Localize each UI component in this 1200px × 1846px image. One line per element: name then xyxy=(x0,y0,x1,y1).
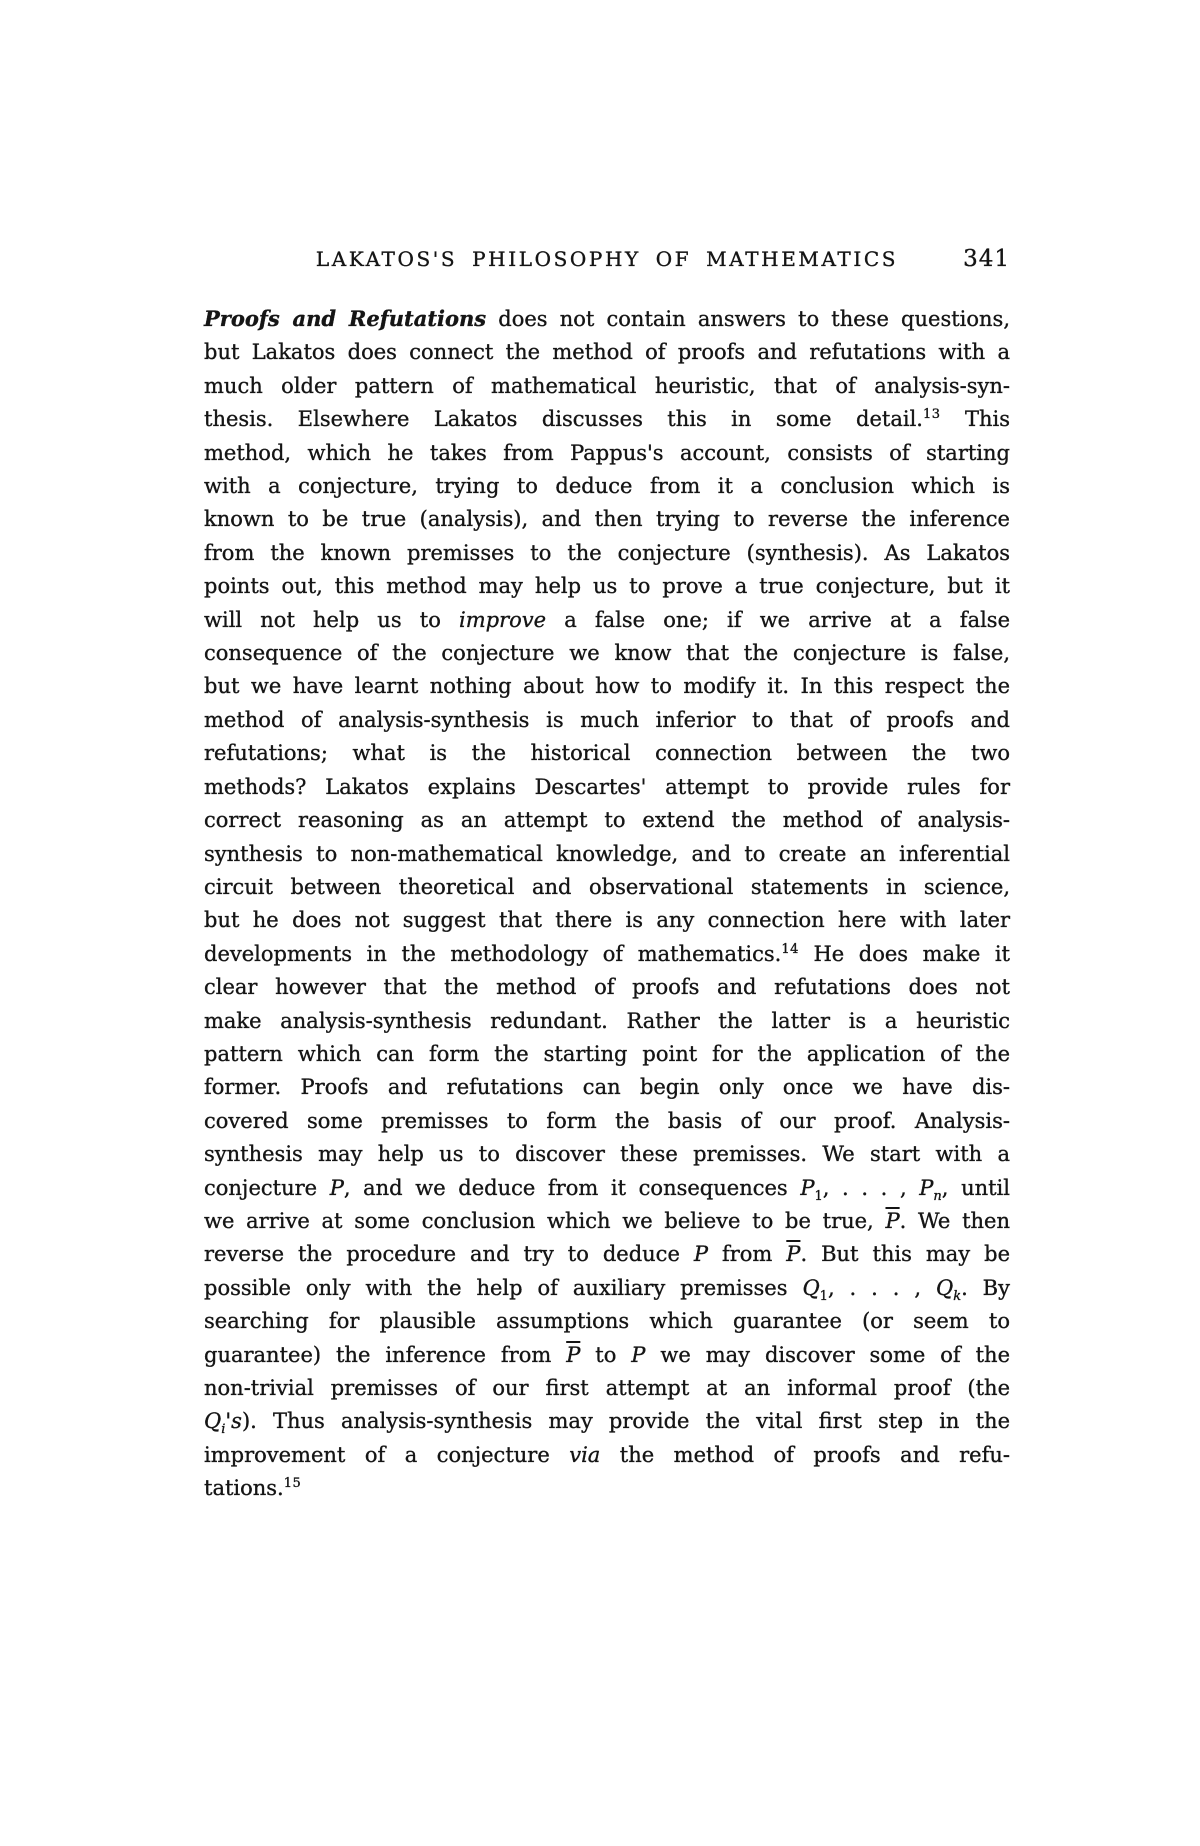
text-segment: synthesis to non-mathematical knowledge, and to create an inferential xyxy=(204,841,1010,866)
text-segment: a false one; if we arrive at a false xyxy=(546,607,1011,632)
text-line xyxy=(204,1472,1010,1505)
text-segment: conjecture xyxy=(204,1175,330,1200)
text-segment: reverse the procedure and try to deduce xyxy=(204,1242,694,1267)
text-line xyxy=(204,804,1010,837)
text-segment: 's xyxy=(225,1409,242,1434)
text-line xyxy=(204,1439,1010,1472)
page-number: 341 xyxy=(963,246,1010,272)
text-line xyxy=(204,437,1010,470)
text-segment: This xyxy=(940,407,1011,432)
text-segment: former. Proofs and refutations can begin only once we have dis- xyxy=(204,1075,1010,1100)
text-segment: P xyxy=(693,1242,708,1267)
text-line xyxy=(204,771,1010,804)
text-segment: P xyxy=(919,1175,934,1200)
text-segment: thesis. Elsewhere Lakatos discusses this in some detail. xyxy=(204,407,923,432)
text-line xyxy=(204,336,1010,369)
text-line xyxy=(204,1038,1010,1071)
text-segment: 13 xyxy=(923,407,941,423)
text-line xyxy=(204,737,1010,770)
text-line xyxy=(204,1071,1010,1104)
text-segment: improve xyxy=(459,607,547,632)
text-line xyxy=(204,403,1010,436)
text-segment: guarantee) the inference from xyxy=(204,1342,567,1367)
text-segment: tations. xyxy=(204,1476,284,1501)
text-segment: i xyxy=(221,1422,226,1438)
page-title: LAKATOS'S PHILOSOPHY OF MATHEMATICS xyxy=(315,247,899,271)
text-segment: 15 xyxy=(283,1476,302,1492)
text-segment: developments in the methodology of mathematics. xyxy=(204,941,782,966)
text-segment: , . . . , xyxy=(822,1175,920,1200)
text-segment: method, which he takes from Pappus's account, consists of starting xyxy=(204,440,1010,465)
text-line xyxy=(204,1205,1010,1238)
text-segment: , until xyxy=(941,1175,1010,1200)
text-line xyxy=(204,1372,1010,1405)
text-segment: 1 xyxy=(819,1288,828,1304)
text-line xyxy=(204,570,1010,603)
text-segment: Q xyxy=(204,1409,222,1434)
text-line xyxy=(204,838,1010,871)
text-segment: $\overline{P}$ xyxy=(786,1242,801,1267)
text-segment: with a conjecture, trying to deduce from it a conclusion which is xyxy=(204,474,1010,499)
text-segment: much older pattern of mathematical heuristic, that of analysis-syn- xyxy=(204,373,1010,398)
text-segment: from xyxy=(707,1242,787,1267)
text-segment: $\overline{P}$ xyxy=(885,1208,900,1233)
text-line xyxy=(204,537,1010,570)
text-segment: P xyxy=(631,1342,646,1367)
text-segment: we may discover some of the xyxy=(645,1342,1010,1367)
text-segment: Q xyxy=(802,1275,820,1300)
text-segment: points out, this method may help us to prove a true conjecture, but it xyxy=(204,574,1010,599)
text-segment: make analysis-synthesis redundant. Rather the latter is a heuristic xyxy=(204,1008,1010,1033)
text-segment: synthesis may help us to discover these premisses. We start with a xyxy=(204,1142,1010,1167)
text-segment: P xyxy=(800,1175,815,1200)
text-line xyxy=(204,637,1010,670)
text-line xyxy=(204,1272,1010,1305)
text-segment: . But this may be xyxy=(800,1242,1010,1267)
text-segment: the method of proofs and refu- xyxy=(600,1442,1010,1467)
running-header xyxy=(204,245,1010,273)
text-line xyxy=(204,670,1010,703)
text-segment: does not contain answers to these questions, xyxy=(486,307,1011,331)
text-segment: searching for plausible assumptions which guarantee (or seem to xyxy=(204,1309,1010,1334)
text-line xyxy=(204,1105,1010,1138)
text-segment: known to be true (analysis), and then trying to reverse the inference xyxy=(204,507,1010,532)
text-line xyxy=(204,1005,1010,1038)
text-line xyxy=(204,302,1010,336)
text-line xyxy=(204,503,1010,536)
text-segment: covered some premisses to form the basis of our proof. Analysis- xyxy=(204,1108,1010,1133)
text-segment: 14 xyxy=(781,941,799,957)
text-segment: but Lakatos does connect the method of proofs and refutations with a xyxy=(204,340,1010,365)
text-segment: non-trivial premisses of our first attempt at an informal proof (the xyxy=(204,1376,1010,1400)
text-segment: will not help us to xyxy=(204,607,459,632)
text-segment: possible only with the help of auxiliary premisses xyxy=(204,1275,803,1300)
text-segment: Q xyxy=(935,1275,954,1300)
text-line xyxy=(204,1238,1010,1271)
text-segment: . We then xyxy=(899,1208,1011,1233)
text-segment: but we have learnt nothing about how to modify it. In this respect the xyxy=(204,674,1010,699)
text-segment: correct reasoning as an attempt to extend the method of analysis- xyxy=(204,808,1010,833)
text-line xyxy=(204,604,1010,637)
text-segment: pattern which can form the starting point for the application of the xyxy=(204,1041,1010,1066)
text-line xyxy=(204,704,1010,737)
text-segment: , . . . , xyxy=(827,1275,936,1300)
text-segment: . By xyxy=(961,1275,1010,1300)
text-segment: from the known premisses to the conjecture (synthesis). As Lakatos xyxy=(204,540,1010,565)
text-segment: 1 xyxy=(814,1188,823,1204)
text-line xyxy=(204,1405,1010,1438)
text-segment: Proofs and Refutations xyxy=(204,306,487,331)
text-segment: , and we deduce from it consequences xyxy=(343,1175,801,1200)
text-segment: ). Thus analysis-synthesis may provide the vital first step in the xyxy=(241,1409,1010,1434)
text-line xyxy=(204,971,1010,1004)
text-line xyxy=(204,938,1010,971)
text-segment: to xyxy=(580,1342,632,1367)
text-segment: n xyxy=(933,1188,942,1204)
text-segment: P xyxy=(329,1175,344,1200)
text-line xyxy=(204,871,1010,904)
text-segment: refutations; what is the historical connection between the two xyxy=(204,741,1010,766)
text-line xyxy=(204,1305,1010,1338)
text-line xyxy=(204,470,1010,503)
text-line xyxy=(204,1172,1010,1205)
text-segment: He does make it xyxy=(798,941,1010,966)
text-segment: consequence of the conjecture we know that the conjecture is false, xyxy=(204,641,1010,666)
text-segment: circuit between theoretical and observational statements in science, xyxy=(204,874,1010,899)
text-line xyxy=(204,904,1010,937)
text-segment: but he does not suggest that there is any connection here with later xyxy=(204,908,1010,933)
text-segment: improvement of a conjecture xyxy=(204,1442,570,1467)
text-segment: method of analysis-synthesis is much inferior to that of proofs and xyxy=(204,707,1010,732)
text-segment: $\overline{P}$ xyxy=(566,1342,581,1367)
text-line xyxy=(204,370,1010,403)
text-line xyxy=(204,1339,1010,1372)
text-segment: via xyxy=(569,1442,601,1467)
text-segment: methods? Lakatos explains Descartes' attempt to provide rules for xyxy=(204,774,1010,799)
text-line xyxy=(204,1138,1010,1171)
body-paragraph xyxy=(204,302,1010,1506)
text-segment: we arrive at some conclusion which we believe to be true, xyxy=(204,1208,886,1233)
text-segment: clear however that the method of proofs and refutations does not xyxy=(204,975,1010,1000)
text-segment: k xyxy=(953,1288,962,1304)
